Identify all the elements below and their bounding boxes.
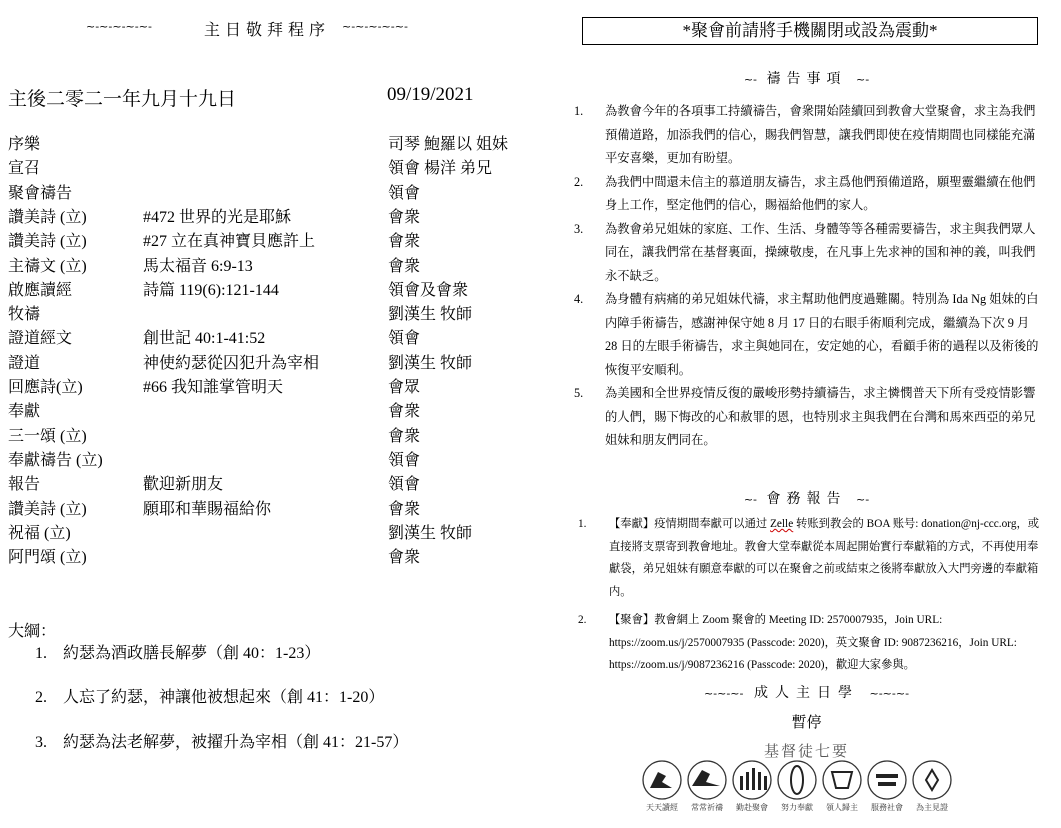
program-item: 主禱文 (立): [8, 257, 87, 275]
program-content: #472 世界的光是耶穌: [143, 208, 292, 226]
program-item: 聚會禱告: [8, 184, 73, 202]
program-content: 歡迎新朋友: [143, 476, 224, 494]
sunday-school-status: 暫停: [791, 715, 822, 731]
program-leader: 會衆: [388, 427, 421, 445]
zelle-word: Zelle: [770, 518, 794, 530]
sunday-school-title: ~-~-~- 成人主日學 ~-~-~-: [703, 686, 910, 701]
ornament-icon: ~-: [743, 493, 757, 506]
program-item: 奉獻禱告 (立): [8, 451, 103, 469]
program-leader: 司琴 鮑羅以 姐妹: [388, 136, 509, 153]
program-item: 讚美詩 (立): [8, 233, 87, 251]
program-leader: 劉漢生 牧師: [388, 306, 473, 324]
program-leader: 會衆: [388, 257, 421, 275]
program-row: [8, 230, 548, 254]
program-row: [8, 352, 548, 376]
program-leader: 領會及會衆: [388, 281, 469, 299]
program-content: 創世記 40:1-41:52: [143, 330, 266, 348]
program-row: [8, 522, 548, 546]
program-leader: 領會 楊洋 弟兄: [388, 160, 493, 178]
prayer-item: 4. 為身體有病痛的弟兄姐妹代禱，求主幫助他們度過難關。特別為 Ida Ng 姐妹的白内障手術禱告，感謝神保守她 8 月 17 日的右眼手術順利完成，繼續為下次 9 月 28 日的左眼手術禱告，求主與她同在，安定她的心，看顧手術的過程以及術後的恢復平安順利。: [574, 292, 1039, 377]
program-row: [8, 449, 548, 473]
witness-icon: [913, 761, 951, 799]
program-item: 宣召: [8, 160, 41, 178]
ornament-left: ~-~-~-~-~-: [86, 20, 152, 33]
program-row: [8, 327, 548, 351]
program-row: [8, 279, 548, 303]
program-item: 三一頌 (立): [8, 427, 87, 445]
program-item: 讚美詩 (立): [8, 500, 87, 518]
program-content: 詩篇 119(6):121-144: [143, 281, 279, 299]
outline-item: 3. 約瑟為法老解夢，被擢升為宰相（創 41：21-57）: [35, 734, 409, 751]
program-item: 阿門頌 (立): [8, 549, 87, 567]
announcement-item: 1. 【奉獻】疫情期間奉獻可以通过 Zelle 转账到教会的 BOA 账号: donation@nj-ccc.org，或直接將支票寄到教會地址。教會大堂奉獻從本周起開始實行奉獻箱的方式，不再使用奉獻袋，弟兄姐妹有願意奉獻的可以在聚會之前或結束之後將奉獻放入大門旁邊的奉獻箱内。: [578, 518, 1040, 598]
ornament-icon: ~-~-~-: [703, 687, 744, 700]
program-title: 主日敬拜程序: [204, 22, 331, 39]
program-item: 牧禱: [8, 306, 41, 324]
date-chinese: 主後二零二一年九月十九日: [8, 89, 237, 110]
program-header: [86, 17, 466, 39]
prayer-list: [574, 100, 1039, 453]
program-item: 報告: [8, 476, 41, 494]
program-item: 回應詩(立): [8, 379, 83, 396]
prayer-item: 2. 為我們中間還未信主的慕道朋友禱告，求主爲他們預備道路，願聖靈繼續在他們身上工作，堅定他們的信心，賜福給他們的家人。: [574, 174, 1036, 212]
program-row: [8, 255, 548, 279]
phone-notice: *聚會前請將手機關閉或設為震動*: [582, 17, 1038, 45]
outline-title: 大綱：: [8, 623, 57, 640]
announcements-title: ~- 會務報告 ~-: [743, 492, 870, 507]
evangelism-icon: [823, 761, 861, 799]
program-leader: 會眾: [388, 379, 421, 396]
prayer-item: 1. 為教會今年的各項事工持續禱告，會衆開始陸續回到教會大堂聚會，求主為我們預備道路，加添我們的信心，賜我們智慧，讓我們即使在疫情期間也同樣能充滿平安喜樂，更加有盼望。: [574, 104, 1036, 165]
outline-item: 1. 約瑟為酒政膳長解夢（創 40：1-23）: [35, 645, 321, 662]
service-icon: [868, 761, 906, 799]
program-row: [8, 376, 548, 400]
program-content: 願耶和華賜福給你: [143, 500, 272, 518]
program-content: #27 立在真神寶貝應許上: [143, 233, 316, 251]
ornament-right: ~-~-~-~-~-: [342, 20, 408, 33]
date-numeric: 09/19/2021: [387, 84, 474, 105]
ornament-icon: ~-~-~-: [869, 687, 910, 700]
program-leader: 會衆: [388, 549, 421, 567]
announcement-item: 2. 【聚會】教會網上 Zoom 聚會的 Meeting ID: 2570007935，Join URL: https://zoom.us/j/2570007935 (Passcode: 2020)，英文聚會 ID: 9087236216，Join URL: https://zoom.us/j/9087236216 (Passcode: 2020)，歡迎大家參與。: [578, 614, 1017, 671]
program-item: 讚美詩 (立): [8, 208, 87, 226]
program-row: [8, 425, 548, 449]
outline-item: 2. 人忘了約瑟，神讓他被想起來（創 41：1-20）: [35, 689, 385, 706]
program-leader: 領會: [388, 451, 421, 469]
program-leader: 劉漢生 牧師: [388, 524, 473, 542]
program-content: 馬太福音 6:9-13: [143, 257, 253, 275]
program-row: [8, 133, 548, 157]
announcement-list: [578, 513, 1043, 683]
seven-essentials-captions: 天天讀經 常常祈禱 勤赴聚會 努力奉獻 領人歸主 服務社會 為主見證: [646, 803, 948, 812]
program-leader: 會衆: [388, 500, 421, 518]
program-leader: 領會: [388, 184, 421, 202]
prayer-title: ~- 禱告事項 ~-: [743, 72, 870, 87]
program-item: 祝福 (立): [8, 524, 71, 542]
seven-essentials-title: 基督徒七要: [763, 744, 849, 760]
ornament-icon: ~-: [856, 73, 870, 86]
program-content: 神使約瑟從囚犯升為宰相: [143, 354, 320, 372]
program-leader: 劉漢生 牧師: [388, 354, 473, 372]
program-row: [8, 498, 548, 522]
program-item: 啟應讀經: [8, 281, 73, 299]
program-item: 證道經文: [8, 330, 73, 348]
program-row: [8, 400, 548, 424]
seven-essentials-icons: [640, 758, 965, 802]
program-row: [8, 157, 548, 181]
program-leader: 會衆: [388, 403, 421, 421]
program-row: [8, 546, 548, 570]
program-leader: 會衆: [388, 208, 421, 226]
seven-essentials-logo: [640, 758, 965, 802]
program-row: [8, 206, 548, 230]
program-item: 序樂: [8, 136, 41, 153]
program-item: 證道: [8, 354, 41, 372]
program-row: [8, 182, 548, 206]
program-leader: 領會: [388, 330, 421, 348]
program-content: #66 我知誰掌管明天: [143, 379, 284, 396]
ornament-icon: ~-: [856, 493, 870, 506]
program-leader: 會衆: [388, 233, 421, 251]
program-item: 奉獻: [8, 403, 41, 421]
program-leader: 領會: [388, 476, 421, 494]
prayer-item: 5. 為美國和全世界疫情反復的嚴峻形勢持續禱告，求主憐憫普天下所有受疫情影響的人們，賜下悔改的心和赦罪的恩，也特別求主與我們在台灣和馬來西亞的弟兄姐妹和朋友們同在。: [574, 386, 1036, 447]
prayer-item: 3. 為教會弟兄姐妹的家庭、工作、生活、身體等等各種需要禱告，求主與我們眾人同在，讓我們常在基督裏面，操練敬虔，在凡事上先求神的国和神的義，叫我們永不缺乏。: [574, 221, 1036, 283]
program-row: [8, 473, 548, 497]
program-row: [8, 303, 548, 327]
ornament-icon: ~-: [743, 73, 757, 86]
